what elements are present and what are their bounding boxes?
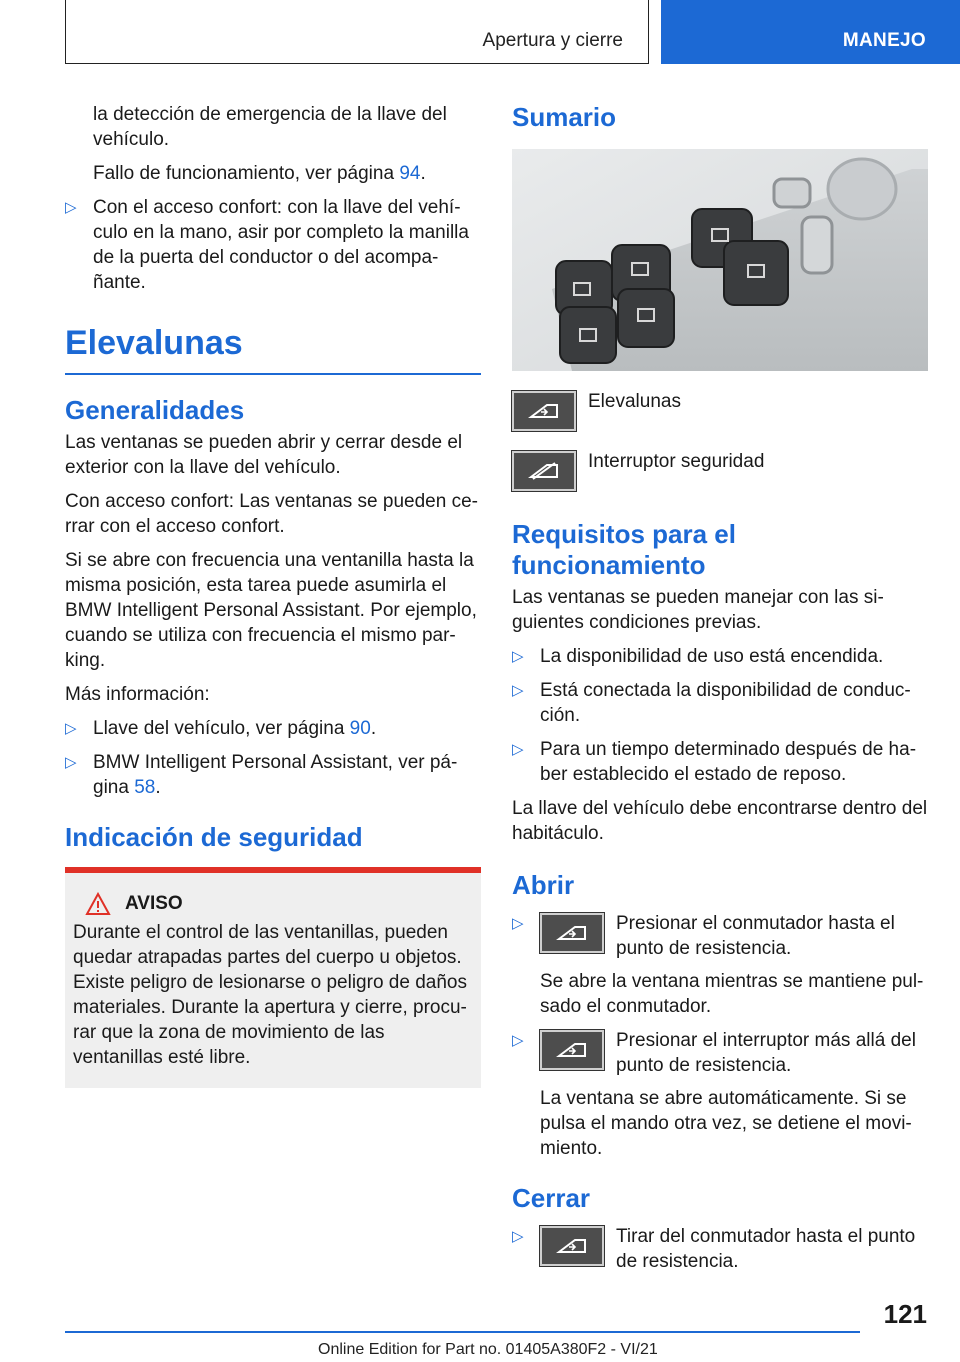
- legend-row: [512, 391, 928, 431]
- window-switch-photo: [512, 149, 928, 371]
- legend-row: [512, 451, 928, 491]
- heading-abrir: Abrir: [512, 870, 575, 900]
- operation-step: [512, 911, 928, 1019]
- warning-header: [73, 891, 473, 916]
- bullet-comfort-text: Con el acceso confort: con la llave del vehí-culo en la mano, asir por completo la manilla de la puerta del conductor o del acompa-ñante.: [93, 197, 469, 293]
- malfunction-text: Fallo de funcionamiento, ver página: [93, 163, 400, 184]
- warning-title: AVISO: [125, 893, 183, 914]
- chapter-tab-label: MANEJO: [842, 30, 926, 51]
- operation-action: Tirar del conmutador hasta el punto de resistencia.: [616, 1226, 916, 1272]
- section-title: Apertura y cierre: [482, 30, 623, 51]
- left-column: [65, 102, 481, 1088]
- triangle-right-icon: ▷: [65, 754, 77, 771]
- triangle-right-icon: ▷: [512, 648, 524, 665]
- ref2-text: BMW Intelligent Personal Assistant, ver pá-gina: [93, 752, 458, 798]
- heading-sumario: Sumario: [512, 102, 617, 132]
- paragraph: Las ventanas se pueden abrir y cerrar desde el exterior con la llave del vehículo.: [65, 432, 463, 478]
- ref2-page-link[interactable]: 58: [134, 777, 156, 798]
- ref2-suffix: .: [155, 777, 161, 798]
- footer-rule: [65, 1331, 860, 1333]
- operation-step: [512, 1028, 928, 1161]
- operation-result: Se abre la ventana mientras se mantiene pul-sado el conmutador.: [540, 971, 924, 1017]
- triangle-right-icon: ▷: [65, 720, 77, 737]
- requirement-text: La disponibilidad de uso está encendida.: [540, 646, 884, 667]
- heading-cerrar: Cerrar: [512, 1183, 591, 1213]
- operation-action: Presionar el interruptor más allá del punto de resistencia.: [616, 1030, 916, 1076]
- list-item: [512, 737, 928, 787]
- heading-generalidades: Generalidades: [65, 395, 245, 425]
- operation-step: [512, 1224, 928, 1274]
- paragraph: Si se abre con frecuencia una ventanilla hasta la misma posición, esta tarea puede asumirla el BMW Intelligent Personal Assistant. Por ejemplo, cuando se utiliza con frecuencia el mismo par-king.: [65, 550, 477, 671]
- triangle-right-icon: ▷: [512, 1032, 524, 1049]
- malfunction-suffix: .: [420, 163, 426, 184]
- paragraph: La llave del vehículo debe encontrarse dentro del habitáculo.: [512, 798, 928, 844]
- window-lock-icon: [512, 451, 576, 491]
- legend-label: Interruptor seguridad: [588, 451, 765, 472]
- list-item: [512, 644, 928, 669]
- triangle-right-icon: ▷: [512, 1228, 524, 1245]
- header-section-box: [65, 0, 649, 64]
- page-number: 121: [883, 1299, 927, 1329]
- heading-requisitos: Requisitos para el funcionamiento: [512, 519, 736, 580]
- heading-indicacion-seguridad: Indicación de seguridad: [65, 822, 363, 852]
- right-column: [512, 102, 928, 1282]
- ref1-suffix: .: [370, 718, 377, 739]
- intro-continuation: la detección de emergencia de la llave del vehículo.: [93, 104, 447, 150]
- operation-action: Presionar el conmutador hasta el punto de resistencia.: [616, 913, 895, 959]
- triangle-right-icon: ▷: [512, 915, 524, 932]
- chapter-tab[interactable]: [661, 0, 960, 64]
- window-switch-icon: [540, 913, 604, 953]
- window-switch-icon: [540, 1226, 604, 1266]
- more-info-label: Más información:: [65, 684, 210, 705]
- operation-result: La ventana se abre automáticamente. Si se pulsa el mando otra vez, se detiene el movi-miento.: [540, 1088, 912, 1159]
- paragraph: Las ventanas se pueden manejar con las si-guientes condiciones previas.: [512, 587, 884, 633]
- malfunction-reference: [65, 161, 481, 186]
- ref1-text: Llave del vehículo, ver página: [93, 718, 350, 739]
- ref1-page-link[interactable]: 90: [349, 718, 371, 739]
- triangle-right-icon: ▷: [512, 741, 524, 758]
- requirement-text: Para un tiempo determinado después de ha-ber establecido el estado de reposo.: [540, 739, 917, 785]
- list-item: [65, 750, 481, 800]
- legend-label: Elevalunas: [588, 391, 681, 412]
- warning-text: Durante el control de las ventanillas, pueden quedar atrapadas partes del cuerpo u objetos. Existe peligro de lesionarse o peligro de daños materiales. Durante la apertura y cierre, procu-rar que la zona de movimiento de las ventanillas esté libre.: [73, 922, 467, 1068]
- list-item: [512, 678, 928, 728]
- edition-text: Online Edition for Part no. 01405A380F2 - VI/21: [318, 1341, 658, 1358]
- paragraph: Con acceso confort: Las ventanas se pueden ce-rrar con el acceso confort.: [65, 491, 478, 537]
- warning-triangle-icon: [73, 892, 123, 916]
- window-switch-icon: [512, 391, 576, 431]
- warning-box: [65, 867, 481, 1088]
- list-item: [65, 195, 481, 295]
- list-item: [65, 716, 481, 741]
- section-heading-elevalunas: Elevalunas: [65, 323, 481, 375]
- window-switch-icon: [540, 1030, 604, 1070]
- triangle-right-icon: ▷: [65, 199, 77, 216]
- triangle-right-icon: ▷: [512, 682, 524, 699]
- requirement-text: Está conectada la disponibilidad de conduc-ción.: [540, 680, 911, 726]
- malfunction-page-link[interactable]: 94: [399, 163, 421, 184]
